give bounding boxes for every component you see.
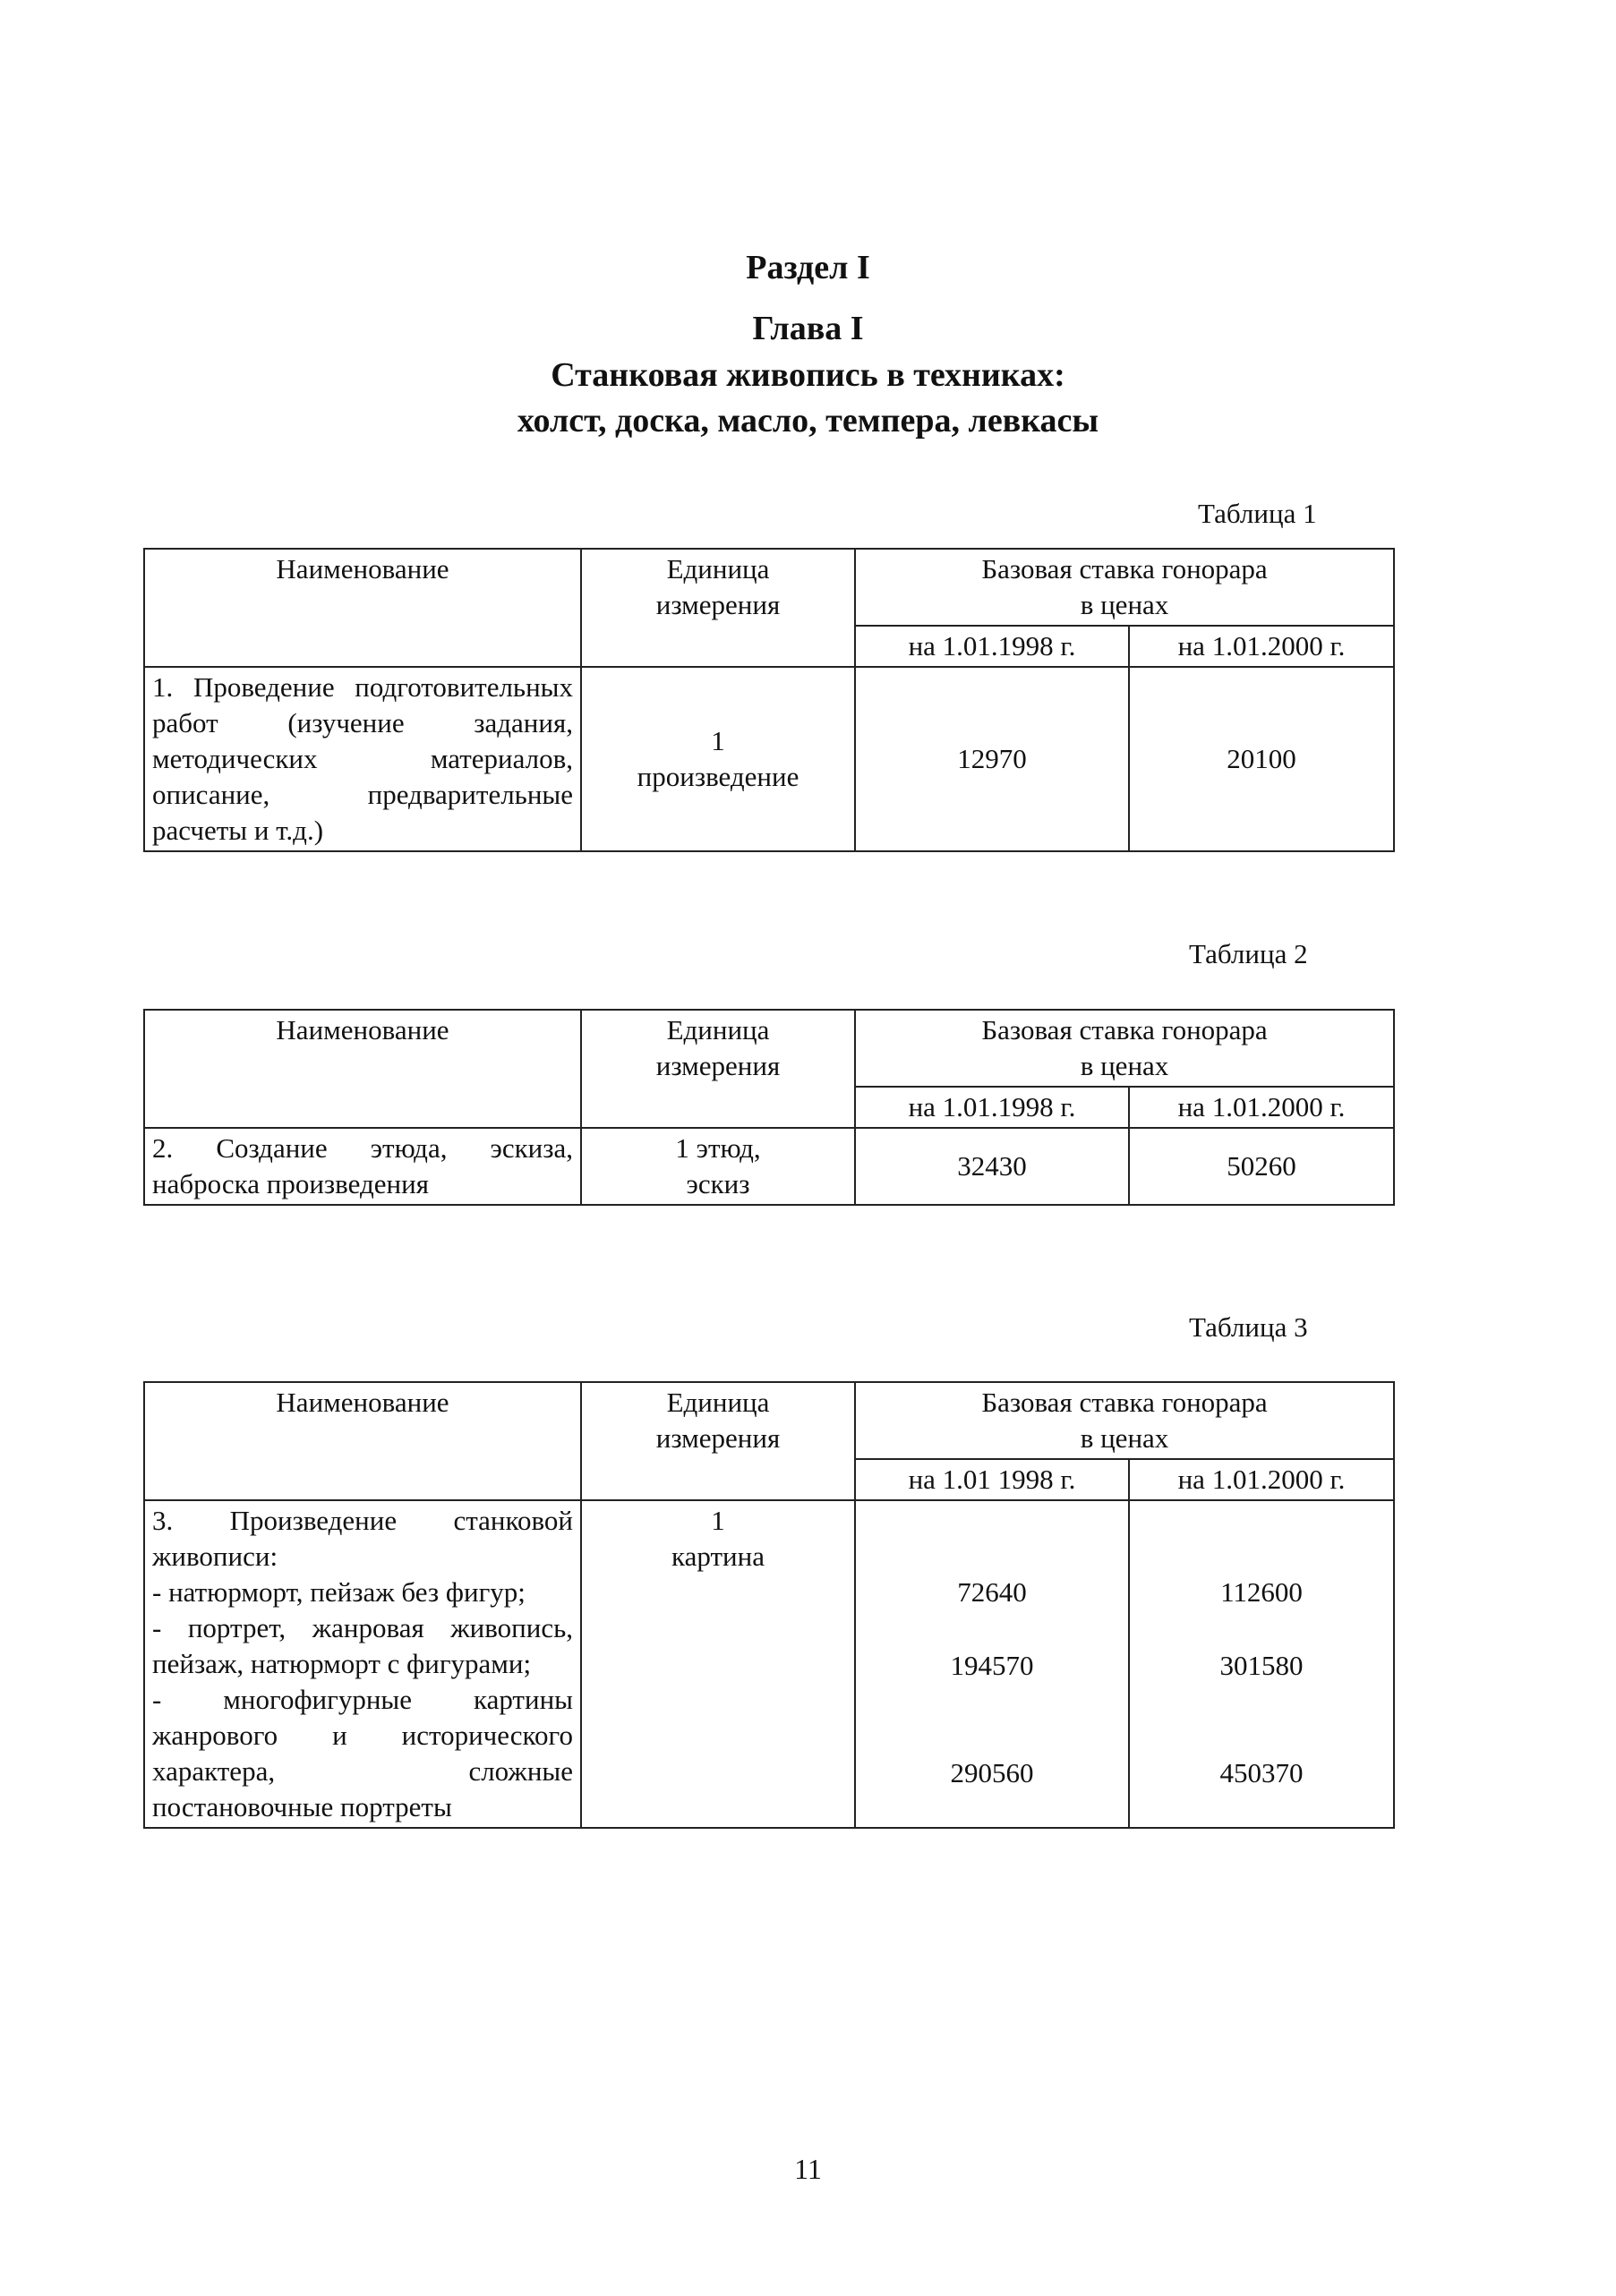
row2-unit-line2: эскиз <box>686 1168 750 1199</box>
table3-row1-unit <box>581 1500 855 1828</box>
table3-item-2-name: - портрет, жанровая живопись, пейзаж, натюрморт с фигурами; <box>152 1612 573 1679</box>
table3-item-3-value-2000: 450370 <box>1219 1757 1304 1788</box>
table2-header-date-1998: на 1.01.1998 г. <box>855 1087 1129 1128</box>
table1-header-name: Наименование <box>144 549 581 667</box>
header-unit-line2: измерения <box>655 1422 781 1454</box>
header-unit-line1: Единица <box>666 1014 770 1046</box>
header-unit-line1: Единица <box>666 553 770 585</box>
table3-item-3-name: - многофигурные картины жанрового и исторического характера, сложные постановочные портреты <box>152 1684 573 1822</box>
row1-unit-line1: 1 <box>711 725 725 756</box>
table2-caption: Таблица 2 <box>1189 938 1308 969</box>
header-rate-line1: Базовая ставка гонорара <box>981 1387 1268 1418</box>
table1-header-row <box>144 549 1394 626</box>
table1-header-unit <box>581 549 855 667</box>
table3-item-1-value-2000: 112600 <box>1220 1576 1303 1608</box>
table1-row1-unit <box>581 667 855 851</box>
section-title: Раздел I <box>746 249 870 286</box>
table2-row1-name: 2. Создание этюда, эскиза, наброска произведения <box>144 1128 581 1205</box>
table2-row1-value-2000: 50260 <box>1129 1128 1394 1205</box>
table2-row-1 <box>144 1128 1394 1205</box>
table2-row1-value-1998: 32430 <box>855 1128 1129 1205</box>
table2 <box>143 1009 1395 1206</box>
table3-item-3-value-1998: 290560 <box>950 1757 1034 1788</box>
table1 <box>143 548 1395 852</box>
row2-unit-line1: 1 этюд, <box>675 1132 761 1164</box>
header-rate-line2: в ценах <box>1080 1050 1169 1081</box>
table3-item-1-name: - натюрморт, пейзаж без фигур; <box>152 1576 526 1608</box>
table1-row1-value-2000: 20100 <box>1129 667 1394 851</box>
table2-row1-unit <box>581 1128 855 1205</box>
table1-header-rate <box>855 549 1394 626</box>
table3-header-row <box>144 1382 1394 1459</box>
table1-row-1 <box>144 667 1394 851</box>
table3-item-2-value-2000: 301580 <box>1219 1650 1304 1681</box>
chapter-subtitle-line2: холст, доска, масло, темпера, левкасы <box>517 402 1099 440</box>
header-rate-line2: в ценах <box>1080 1422 1169 1454</box>
table3-row1-name <box>144 1500 581 1828</box>
table3-header-date-2000: на 1.01.2000 г. <box>1129 1459 1394 1500</box>
table2-header-name: Наименование <box>144 1010 581 1128</box>
table1-row1-value-1998: 12970 <box>855 667 1129 851</box>
row3-unit-line2: картина <box>671 1541 765 1572</box>
chapter-subtitle-line1: Станковая живопись в техниках: <box>551 356 1065 394</box>
table3-caption: Таблица 3 <box>1189 1311 1308 1343</box>
table3-values-2000 <box>1129 1500 1394 1828</box>
table3-header-date-1998: на 1.01 1998 г. <box>855 1459 1129 1500</box>
table3-item-1-value-1998: 72640 <box>957 1576 1027 1608</box>
table3-row-1 <box>144 1500 1394 1828</box>
table1-header-date-1998: на 1.01.1998 г. <box>855 626 1129 667</box>
table1-row1-name: 1. Проведение подготовительных работ (изучение задания, методических материалов, описание, предварительные расчеты и т.д.) <box>144 667 581 851</box>
table1-header-date-2000: на 1.01.2000 г. <box>1129 626 1394 667</box>
header-rate-line2: в ценах <box>1080 589 1169 620</box>
row3-unit-line1: 1 <box>711 1505 725 1536</box>
table1-caption: Таблица 1 <box>1198 498 1317 529</box>
header-unit-line2: измерения <box>655 589 781 620</box>
table2-header-row <box>144 1010 1394 1087</box>
header-rate-line1: Базовая ставка гонорара <box>981 1014 1268 1046</box>
table3-header-name: Наименование <box>144 1382 581 1500</box>
chapter-title: Глава I <box>752 310 864 347</box>
table3-item-2-value-1998: 194570 <box>950 1650 1034 1681</box>
table3-name-intro: 3. Произведение станковой живописи: <box>152 1505 573 1572</box>
row1-unit-line2: произведение <box>637 761 799 792</box>
table2-header-date-2000: на 1.01.2000 г. <box>1129 1087 1394 1128</box>
page-number: 11 <box>794 2153 822 2185</box>
header-unit-line2: измерения <box>655 1050 781 1081</box>
table2-header-rate <box>855 1010 1394 1087</box>
header-rate-line1: Базовая ставка гонорара <box>981 553 1268 585</box>
table3-header-unit <box>581 1382 855 1500</box>
table3-header-rate <box>855 1382 1394 1459</box>
table2-header-unit <box>581 1010 855 1128</box>
table3 <box>143 1381 1395 1829</box>
header-unit-line1: Единица <box>666 1387 770 1418</box>
table3-values-1998 <box>855 1500 1129 1828</box>
